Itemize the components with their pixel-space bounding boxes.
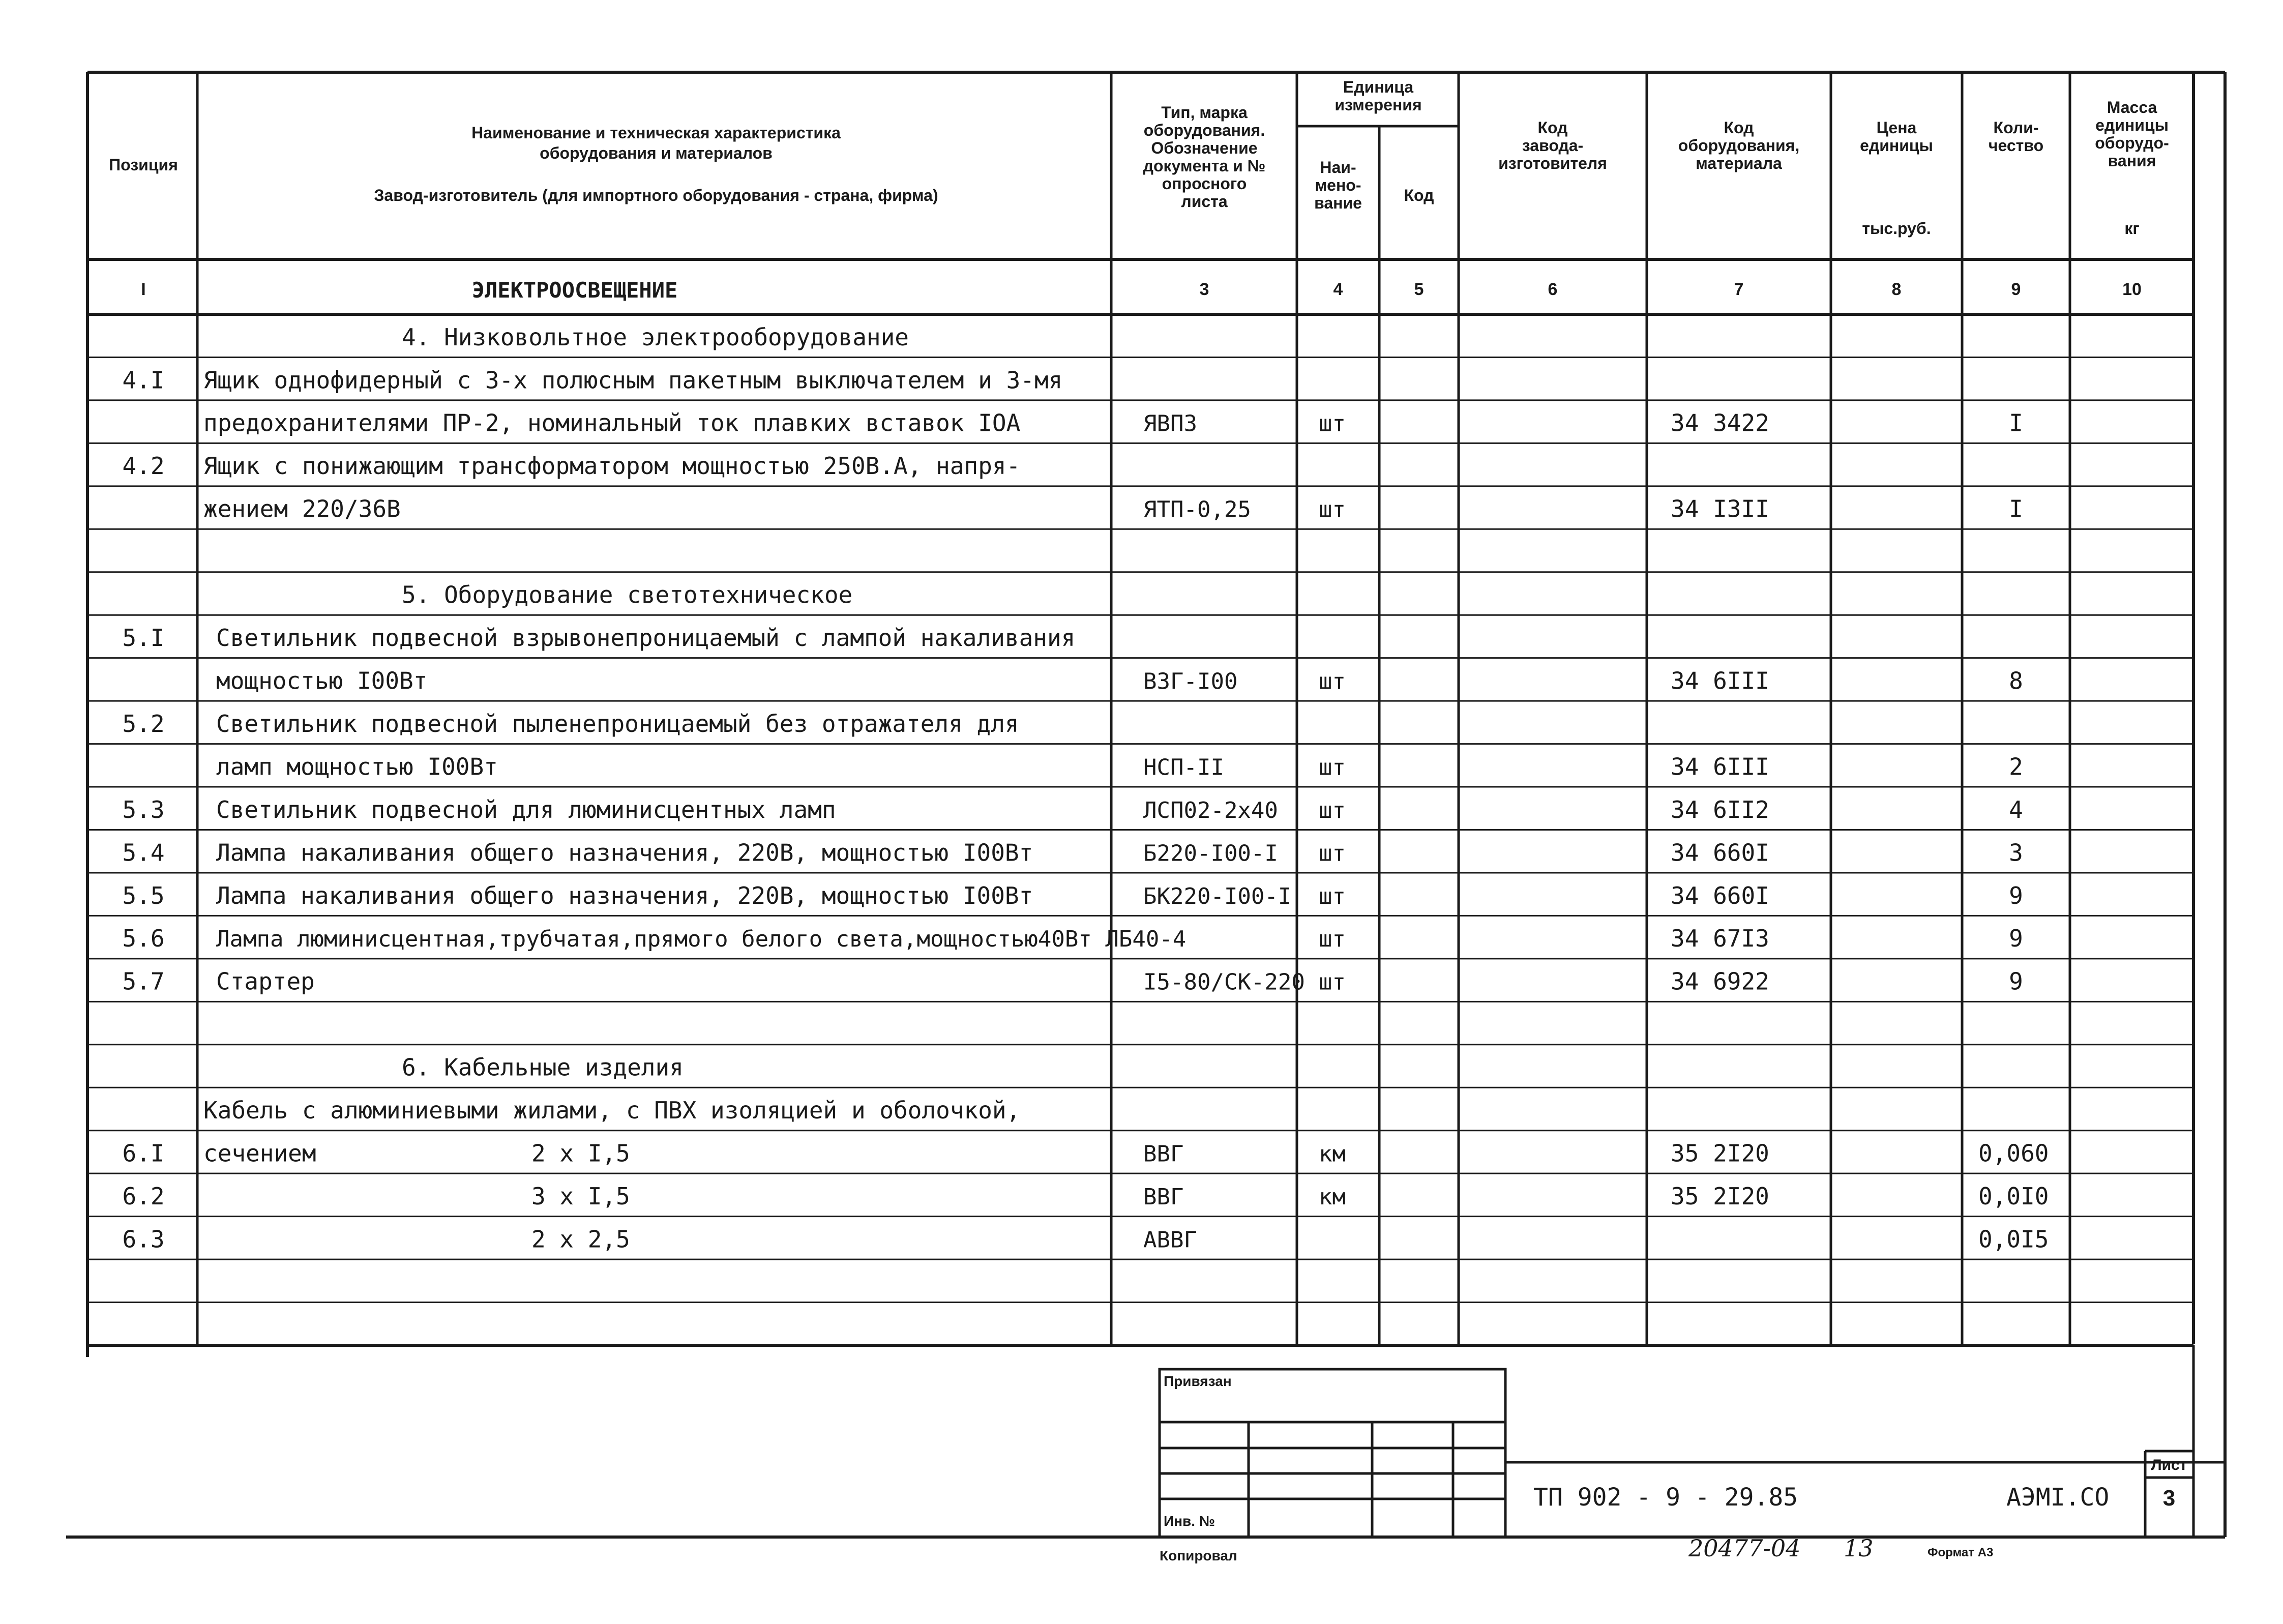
row-equipment-code: 34 I3II [1671, 495, 1769, 523]
header-position: Позиция [109, 156, 178, 174]
handwritten-number: 20477-04 [1688, 1534, 1801, 1562]
row-position: 5.3 [122, 795, 165, 823]
row-name: Лампа люминисцентная,трубчатая,прямого белого света,мощностью40Вт ЛБ40-4 [216, 926, 1187, 953]
row-quantity: I [2009, 409, 2023, 437]
colnum-8: 8 [1891, 280, 1902, 299]
row-position: 4.I [122, 366, 165, 394]
row-type: АВВГ [1143, 1227, 1197, 1253]
list-label: Лист [2151, 1457, 2187, 1473]
header-qty-line1: Коли- [1993, 119, 2039, 137]
row-unit: шт [1319, 926, 1346, 953]
row-quantity: 9 [2009, 881, 2023, 909]
row-name: Светильник подвесной пыленепроницаемый без отражателя для [216, 710, 1019, 737]
row-unit: км [1319, 1184, 1346, 1210]
row-type: ВВГ [1143, 1184, 1184, 1210]
row-equipment-code: 34 660I [1671, 881, 1769, 909]
handwritten-page: 13 [1844, 1534, 1874, 1562]
row-quantity: 4 [2009, 795, 2023, 823]
header-eqcode-line2: оборудования, [1678, 136, 1800, 155]
header-name-line2: оборудования и материалов [540, 144, 773, 162]
row-position: 5.I [122, 624, 165, 652]
row-type: БК220-I00-I [1143, 883, 1292, 909]
row-equipment-code: 34 3422 [1671, 409, 1769, 437]
row-name: Ящик однофидерный с 3-х полюсным пакетным выключателем и 3-мя [203, 366, 1063, 394]
row-lines [87, 357, 2193, 1302]
header-type-line1: Тип, марка [1161, 103, 1248, 122]
sheet-code: АЭМI.СО [2006, 1483, 2110, 1512]
row-equipment-code: 34 6III [1671, 667, 1769, 695]
row-name: мощностью I00Вт [216, 667, 428, 695]
header-unit-code: Код [1404, 186, 1434, 204]
section-title: ЭЛЕКТРООСВЕЩЕНИЕ [471, 278, 678, 303]
header-unit-name-line1: Наи- [1320, 158, 1356, 176]
table-header [109, 78, 2169, 238]
row-type: ВВГ [1143, 1141, 1184, 1167]
row-equipment-code: 35 2I20 [1671, 1182, 1769, 1210]
header-mfr-line2: завода- [1522, 136, 1584, 155]
row-name: Светильник подвесной взрывонепроницаемый с лампой накаливания [216, 624, 1076, 652]
row-name: Кабель с алюминиевыми жилами, с ПВХ изоляцией и оболочкой, [203, 1097, 1021, 1125]
row-unit: шт [1319, 840, 1346, 867]
row-position: 6.I [122, 1139, 165, 1167]
row-name: сечением [203, 1139, 316, 1167]
row-name-size: 3 х I,5 [531, 1182, 630, 1210]
header-unit-name-line3: вание [1314, 194, 1362, 212]
colnum-4: 4 [1333, 280, 1343, 299]
row-equipment-code: 34 6II2 [1671, 795, 1769, 823]
table-body [122, 323, 2049, 1253]
format-label: Формат А3 [1928, 1546, 1994, 1559]
header-mass-line4: вания [2108, 152, 2156, 170]
header-mass-line5: кг [2124, 219, 2140, 238]
row-position: 5.7 [122, 967, 165, 995]
row-name: 5. Оборудование светотехническое [402, 581, 853, 609]
row-name: ламп мощностью I00Вт [216, 753, 498, 781]
row-quantity: I [2009, 495, 2023, 523]
header-mass-line2: единицы [2095, 116, 2169, 134]
row-quantity: 0,060 [1978, 1139, 2049, 1167]
row-unit: шт [1319, 969, 1346, 995]
row-position: 5.2 [122, 710, 165, 737]
colnum-7: 7 [1734, 280, 1744, 299]
row-quantity: 9 [2009, 925, 2023, 953]
header-mfr-line3: изготовителя [1498, 154, 1607, 172]
row-quantity: 0,0I0 [1978, 1182, 2049, 1210]
row-type: ЯВПЗ [1143, 410, 1197, 437]
header-name-line1: Наименование и техническая характеристика [471, 124, 841, 142]
row-type: ЯТП-0,25 [1143, 496, 1251, 523]
row-equipment-code: 34 67I3 [1671, 925, 1769, 953]
header-qty-line2: чество [1988, 136, 2044, 155]
colnum-6: 6 [1548, 280, 1558, 299]
colnum-9: 9 [2011, 280, 2021, 299]
row-unit: шт [1319, 883, 1346, 909]
header-type-line2: оборудования. [1143, 121, 1265, 139]
row-quantity: 0,0I5 [1978, 1225, 2049, 1253]
doc-code: ТП 902 - 9 - 29.85 [1533, 1483, 1798, 1512]
row-quantity: 9 [2009, 967, 2023, 995]
row-equipment-code: 34 6922 [1671, 967, 1769, 995]
colnum-10: 10 [2122, 280, 2142, 299]
column-lines [197, 72, 2070, 1345]
header-unit-line1: Единица [1343, 78, 1414, 96]
title-block-text [1160, 1373, 2187, 1563]
column-numbers-row [141, 278, 2142, 303]
row-equipment-code: 34 6III [1671, 753, 1769, 781]
row-type: ВЗГ-I00 [1143, 668, 1238, 695]
row-name: предохранителями ПР-2, номинальный ток плавких вставок IOA [203, 409, 1021, 437]
row-type: Б220-I00-I [1143, 840, 1278, 867]
kopiroval-label: Копировал [1160, 1548, 1237, 1563]
row-unit: шт [1319, 496, 1346, 523]
header-name-line3: Завод-изготовитель (для импортного оборудования - страна, фирма) [374, 186, 938, 204]
header-price-line1: Цена [1876, 119, 1917, 137]
row-equipment-code: 34 660I [1671, 839, 1769, 867]
header-type-line6: листа [1181, 192, 1228, 211]
row-type: I5-80/СК-220 [1143, 969, 1305, 995]
row-name-size: 2 х I,5 [531, 1139, 630, 1167]
row-quantity: 2 [2009, 753, 2023, 781]
row-position: 6.3 [122, 1225, 165, 1253]
row-name: 4. Низковольтное электрооборудование [402, 323, 909, 351]
header-price-line3: тыс.руб. [1862, 219, 1931, 238]
row-name: жением 220/36В [203, 495, 401, 523]
row-name: Ящик с понижающим трансформатором мощностью 250В.А, напря- [203, 452, 1021, 480]
row-type: НСП-II [1143, 754, 1224, 781]
row-position: 5.6 [122, 925, 165, 953]
row-equipment-code: 35 2I20 [1671, 1139, 1769, 1167]
header-unit-line2: измерения [1335, 96, 1422, 114]
row-name: Лампа накаливания общего назначения, 220В, мощностью I00Вт [216, 881, 1033, 909]
header-mfr-line1: Код [1537, 119, 1568, 137]
stamp-privyazan: Привязан [1164, 1373, 1232, 1389]
row-name-size: 2 х 2,5 [531, 1225, 630, 1253]
row-quantity: 3 [2009, 839, 2023, 867]
row-unit: шт [1319, 797, 1346, 823]
row-name: Светильник подвесной для люминисцентных ламп [216, 795, 836, 823]
colnum-1: I [141, 280, 146, 299]
header-type-line3: Обозначение [1151, 139, 1258, 157]
row-position: 4.2 [122, 452, 165, 480]
header-mass-line3: оборудо- [2095, 134, 2169, 152]
header-eqcode-line3: материала [1696, 154, 1782, 172]
row-unit: км [1319, 1141, 1346, 1167]
row-position: 5.4 [122, 839, 165, 867]
header-unit-name-line2: мено- [1315, 176, 1361, 194]
row-unit: шт [1319, 410, 1346, 437]
header-mass-line1: Масса [2107, 98, 2157, 116]
stamp-inv: Инв. № [1164, 1513, 1215, 1529]
colnum-5: 5 [1414, 280, 1424, 299]
row-quantity: 8 [2009, 667, 2023, 695]
header-type-line4: документа и № [1143, 157, 1266, 175]
row-name: Лампа накаливания общего назначения, 220В, мощностью I00Вт [216, 839, 1033, 867]
row-position: 5.5 [122, 881, 165, 909]
header-price-line2: единицы [1860, 136, 1933, 155]
header-eqcode-line1: Код [1724, 119, 1754, 137]
row-position: 6.2 [122, 1182, 165, 1210]
row-unit: шт [1319, 754, 1346, 781]
row-name: Стартер [216, 967, 315, 995]
row-type: ЛСП02-2х40 [1143, 797, 1278, 823]
row-unit: шт [1319, 668, 1346, 695]
colnum-3: 3 [1199, 280, 1209, 299]
header-type-line5: опросного [1162, 174, 1247, 193]
row-name: 6. Кабельные изделия [402, 1053, 684, 1081]
list-number: 3 [2162, 1486, 2176, 1511]
